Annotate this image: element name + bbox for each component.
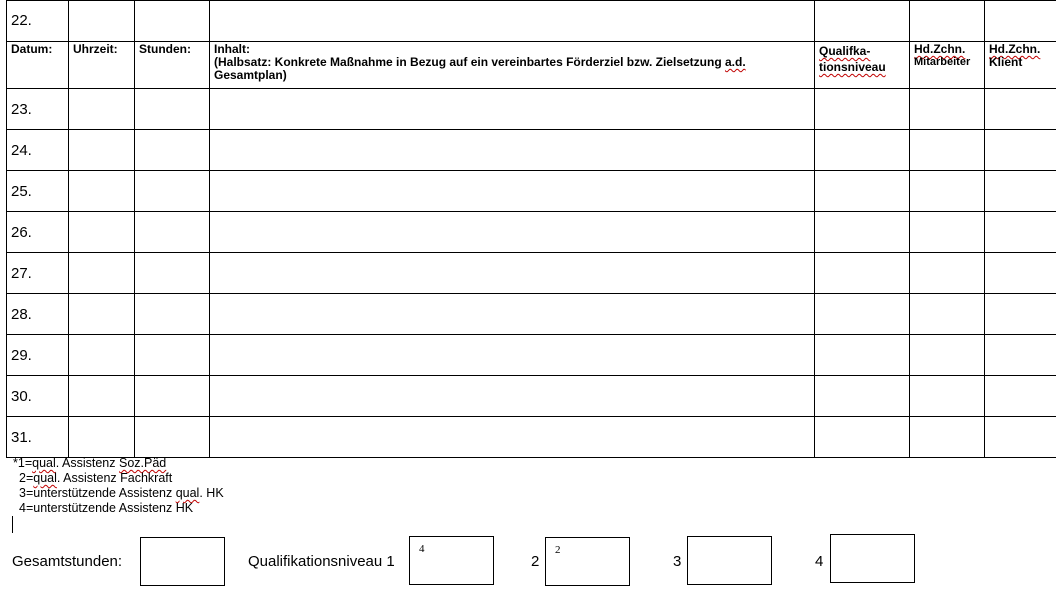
uhrzeit-cell[interactable] — [69, 130, 135, 171]
spellcheck-marked-word: a.d. — [724, 55, 746, 69]
header-hd-klient-line2: Klient — [989, 55, 1023, 69]
uhrzeit-cell[interactable] — [69, 171, 135, 212]
hd-klient-cell[interactable] — [985, 376, 1056, 417]
gesamtstunden-field[interactable] — [140, 537, 225, 586]
legend-text: . Assistenz — [55, 456, 119, 470]
header-qual-line1: Qualifka- — [819, 44, 871, 58]
hd-klient-cell[interactable] — [985, 89, 1056, 130]
uhrzeit-cell[interactable] — [69, 376, 135, 417]
uhrzeit-cell[interactable] — [69, 294, 135, 335]
qualifikationsniveau-2-field[interactable] — [545, 537, 630, 586]
row-number: 23. — [7, 89, 69, 130]
header-qual-line2: tionsniveau — [819, 60, 886, 74]
stunden-cell[interactable] — [135, 1, 210, 42]
inhalt-cell[interactable] — [210, 253, 815, 294]
hd-klient-cell[interactable] — [985, 1, 1056, 42]
row-number: 26. — [7, 212, 69, 253]
header-hd-klient — [985, 42, 1056, 89]
hd-mitarbeiter-cell[interactable] — [910, 1, 985, 42]
uhrzeit-cell[interactable] — [69, 335, 135, 376]
qualifikationsniveau-3-field[interactable] — [687, 536, 772, 585]
level-4-label: 4 — [815, 553, 824, 570]
header-stunden: Stunden: — [135, 42, 210, 89]
spellcheck-marked-word: qual — [175, 486, 200, 500]
qualifikation-cell[interactable] — [815, 376, 910, 417]
qualifikation-cell[interactable] — [815, 417, 910, 458]
table-row — [7, 1, 1056, 42]
stunden-cell[interactable] — [135, 171, 210, 212]
row-number: 24. — [7, 130, 69, 171]
hd-mitarbeiter-cell[interactable] — [910, 212, 985, 253]
stunden-cell[interactable] — [135, 335, 210, 376]
stunden-cell[interactable] — [135, 212, 210, 253]
header-datum: Datum: — [7, 42, 69, 89]
qualifikation-cell[interactable] — [815, 130, 910, 171]
level-2-label: 2 — [531, 553, 540, 570]
table-row — [7, 335, 1056, 376]
uhrzeit-cell[interactable] — [69, 253, 135, 294]
legend-line-3 — [13, 486, 224, 501]
inhalt-cell[interactable] — [210, 171, 815, 212]
hd-klient-cell[interactable] — [985, 212, 1056, 253]
hd-klient-cell[interactable] — [985, 171, 1056, 212]
uhrzeit-cell[interactable] — [69, 212, 135, 253]
hd-mitarbeiter-cell[interactable] — [910, 335, 985, 376]
inhalt-cell[interactable] — [210, 335, 815, 376]
hd-mitarbeiter-cell[interactable] — [910, 171, 985, 212]
table-row — [7, 130, 1056, 171]
table-header-row — [7, 42, 1056, 89]
header-inhalt-text: (Halbsatz: Konkrete Maßnahme in Bezug auf ein vereinbartes Förderziel bzw. Zielsetzung — [214, 55, 725, 69]
row-number: 29. — [7, 335, 69, 376]
header-hd-mitarbeiter — [910, 42, 985, 89]
table-row — [7, 294, 1056, 335]
stunden-cell[interactable] — [135, 417, 210, 458]
row-number: 28. — [7, 294, 69, 335]
row-number: 30. — [7, 376, 69, 417]
stunden-cell[interactable] — [135, 294, 210, 335]
qualifikation-cell[interactable] — [815, 212, 910, 253]
legend-text: *1= — [13, 456, 33, 470]
inhalt-cell[interactable] — [210, 294, 815, 335]
hd-mitarbeiter-cell[interactable] — [910, 376, 985, 417]
hd-klient-cell[interactable] — [985, 130, 1056, 171]
qualification-legend — [13, 456, 224, 516]
row-number: 25. — [7, 171, 69, 212]
header-inhalt — [210, 42, 815, 89]
inhalt-cell[interactable] — [210, 130, 815, 171]
hd-klient-cell[interactable] — [985, 253, 1056, 294]
table-row — [7, 212, 1056, 253]
legend-text: 3=unterstützende Assistenz — [19, 486, 176, 500]
hd-mitarbeiter-cell[interactable] — [910, 89, 985, 130]
table-row — [7, 171, 1056, 212]
header-inhalt-title: Inhalt: — [214, 42, 250, 56]
text-cursor — [12, 516, 13, 533]
hd-klient-cell[interactable] — [985, 417, 1056, 458]
legend-line-2 — [13, 471, 224, 486]
legend-text: . Assistenz Fachkraft — [56, 471, 173, 485]
legend-line-1 — [13, 456, 224, 471]
legend-text: 2= — [19, 471, 34, 485]
stunden-cell[interactable] — [135, 89, 210, 130]
inhalt-cell[interactable] — [210, 376, 815, 417]
legend-text: . HK — [199, 486, 224, 500]
hd-mitarbeiter-cell[interactable] — [910, 294, 985, 335]
gesamtstunden-label: Gesamtstunden: — [12, 553, 123, 570]
hd-klient-cell[interactable] — [985, 335, 1056, 376]
documentation-table — [6, 0, 1056, 458]
level-3-label: 3 — [673, 553, 682, 570]
qualifikation-cell[interactable] — [815, 171, 910, 212]
table-row — [7, 376, 1056, 417]
qualifikation-cell[interactable] — [815, 253, 910, 294]
qualifikation-cell[interactable] — [815, 1, 910, 42]
table-row — [7, 253, 1056, 294]
stunden-cell[interactable] — [135, 130, 210, 171]
inhalt-cell[interactable] — [210, 417, 815, 458]
qualifikationsniveau-1-field[interactable] — [409, 536, 494, 585]
row-number: 22. — [7, 1, 69, 42]
uhrzeit-cell[interactable] — [69, 417, 135, 458]
uhrzeit-cell[interactable] — [69, 89, 135, 130]
qualifikation-cell[interactable] — [815, 89, 910, 130]
qualifikationsniveau-1-value: 4 — [419, 543, 425, 555]
qualifikation-cell[interactable] — [815, 335, 910, 376]
spellcheck-marked-word: qual — [33, 471, 57, 485]
table-row — [7, 417, 1056, 458]
hd-klient-cell[interactable] — [985, 294, 1056, 335]
qualifikationsniveau-label: Qualifikationsniveau 1 — [248, 553, 395, 570]
qualifikationsniveau-4-field[interactable] — [830, 534, 915, 583]
legend-line-4: 4=unterstützende Assistenz HK — [19, 501, 194, 515]
inhalt-cell[interactable] — [210, 89, 815, 130]
hd-mitarbeiter-cell[interactable] — [910, 130, 985, 171]
table-row — [7, 89, 1056, 130]
header-inhalt-subtitle — [214, 56, 810, 69]
qualifikationsniveau-2-value: 2 — [555, 544, 561, 556]
stunden-cell[interactable] — [135, 253, 210, 294]
header-hd-klient-line1: Hd.Zchn. — [989, 42, 1041, 56]
stunden-cell[interactable] — [135, 376, 210, 417]
spellcheck-marked-word: Soz.Päd — [119, 456, 167, 470]
inhalt-cell[interactable] — [210, 1, 815, 42]
header-qualifikation — [815, 42, 910, 89]
row-number: 31. — [7, 417, 69, 458]
inhalt-cell[interactable] — [210, 212, 815, 253]
uhrzeit-cell[interactable] — [69, 1, 135, 42]
header-inhalt-subtitle-end: Gesamtplan) — [214, 68, 287, 82]
header-hd-mitarbeiter-line2: Mitarbeiter — [914, 56, 971, 68]
header-uhrzeit: Uhrzeit: — [69, 42, 135, 89]
qualifikation-cell[interactable] — [815, 294, 910, 335]
hd-mitarbeiter-cell[interactable] — [910, 417, 985, 458]
spellcheck-marked-word: qual — [32, 456, 56, 470]
row-number: 27. — [7, 253, 69, 294]
hd-mitarbeiter-cell[interactable] — [910, 253, 985, 294]
header-hd-mitarbeiter-line1: Hd.Zchn. — [914, 42, 966, 56]
